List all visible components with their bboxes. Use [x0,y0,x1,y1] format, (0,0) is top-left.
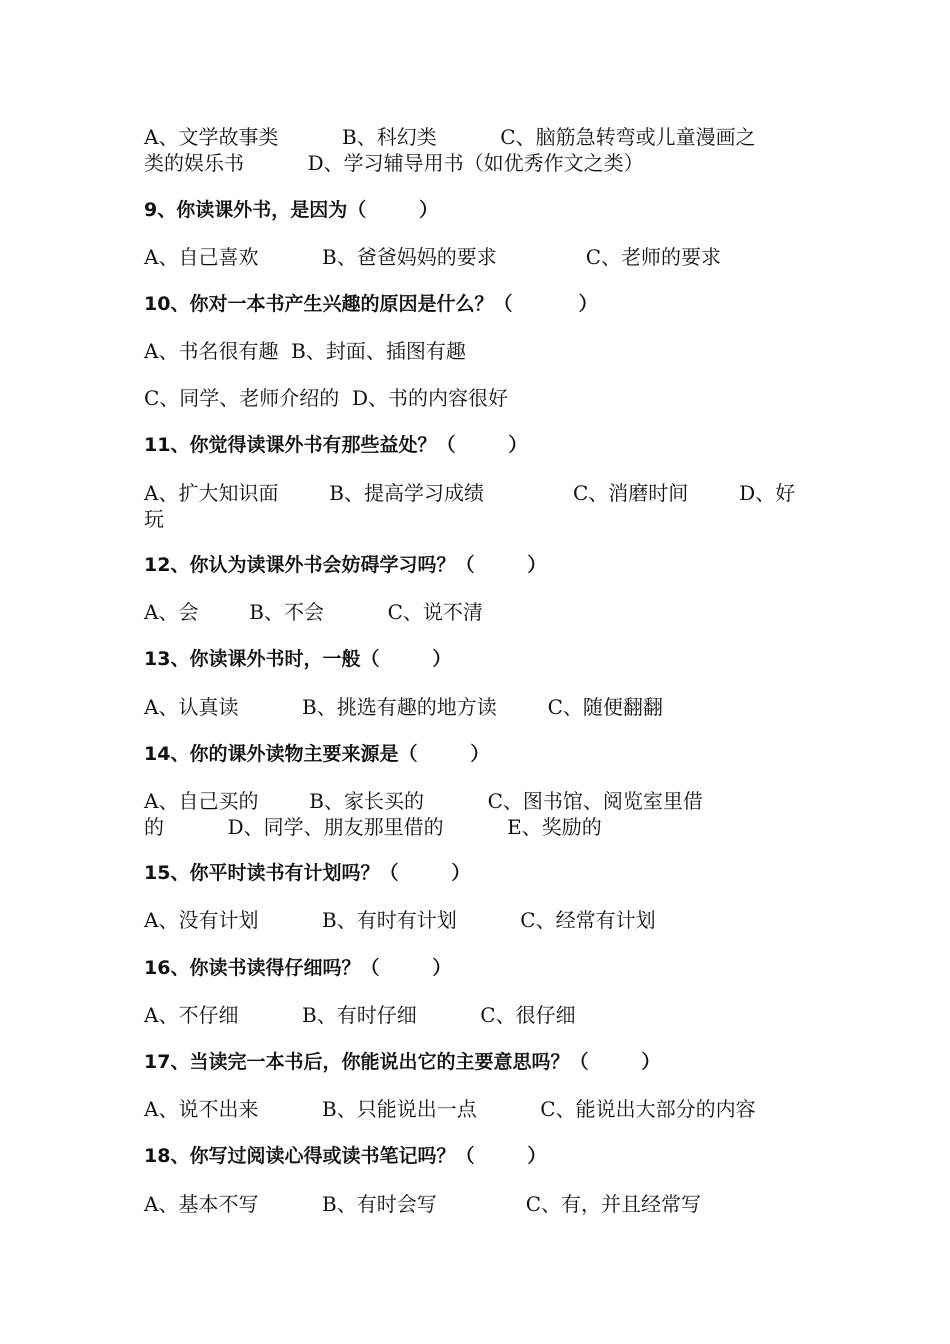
question-16: 16、你读书读得仔细吗？（ ） [144,957,452,979]
q16-options: A、不仔细 B、有时仔细 C、很仔细 [144,1003,576,1027]
q15-options: A、没有计划 B、有时有计划 C、经常有计划 [144,908,656,932]
q10-options-line2: C、同学、老师介绍的 D、书的内容很好 [144,386,509,410]
q10-options-line1: A、书名很有趣 B、封面、插图有趣 [144,339,466,363]
q11-options-line2: 玩 [144,507,164,531]
question-12: 12、你认为读课外书会妨碍学习吗？（ ） [144,554,547,576]
q11-options-line1: A、扩大知识面 B、提高学习成绩 C、消磨时间 D、好 [144,481,796,505]
question-18: 18、你写过阅读心得或读书笔记吗？（ ） [144,1145,547,1167]
question-17: 17、当读完一本书后，你能说出它的主要意思吗？（ ） [144,1051,661,1073]
question-15: 15、你平时读书有计划吗？（ ） [144,862,471,884]
q12-options: A、会 B、不会 C、说不清 [144,600,483,624]
q17-options: A、说不出来 B、只能说出一点 C、能说出大部分的内容 [144,1097,756,1121]
q8-options-line1: A、文学故事类 B、科幻类 C、脑筋急转弯或儿童漫画之 [144,125,756,149]
q14-options-line1: A、自己买的 B、家长买的 C、图书馆、阅览室里借 [144,789,703,813]
q8-options-line2: 类的娱乐书 D、学习辅导用书（如优秀作文之类） [144,151,644,175]
question-13: 13、你读课外书时，一般（ ） [144,648,452,670]
question-10: 10、你对一本书产生兴趣的原因是什么？（ ） [144,293,598,315]
q18-options: A、基本不写 B、有时会写 C、有，并且经常写 [144,1192,702,1216]
question-14: 14、你的课外读物主要来源是（ ） [144,743,490,765]
question-9: 9、你读课外书，是因为（ ） [144,199,439,221]
q13-options: A、认真读 B、挑选有趣的地方读 C、随便翻翻 [144,695,663,719]
q14-options-line2: 的 D、同学、朋友那里借的 E、奖励的 [144,815,602,839]
q9-options: A、自己喜欢 B、爸爸妈妈的要求 C、老师的要求 [144,245,722,269]
question-11: 11、你觉得读课外书有那些益处？（ ） [144,434,528,456]
